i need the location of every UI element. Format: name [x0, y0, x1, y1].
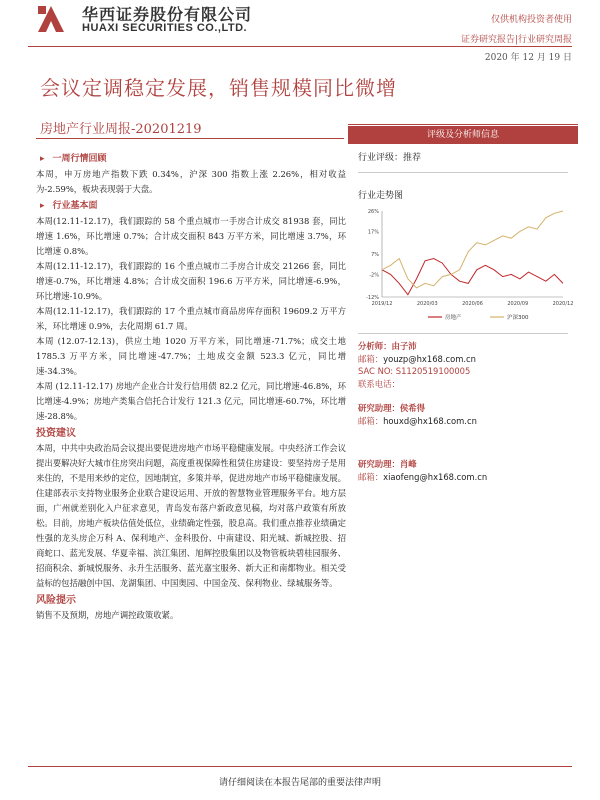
report-date: 2020 年 12 月 19 日 [484, 53, 572, 63]
section-market-review [36, 152, 346, 167]
analyst-1 [358, 340, 573, 390]
sidebar-divider [358, 172, 568, 173]
email-label: 邮箱： [358, 353, 384, 364]
subtitle-divider [36, 138, 344, 139]
fundamentals-paragraph-1: 本周(12.11-12.17)，我们跟踪的 58 个重点城市一手房合计成交 81938 套，同比增速 1.6%，环比增速 0.7%；合计成交面积 843 万平方米，同比增速 3.7%，环比增速 0.8%。 [36, 216, 346, 256]
fundamentals-paragraph-2: 本周(12.11-12.17)，我们跟踪的 16 个重点城市二手房合计成交 21266 套，同比增速-0.7%，环比增速 4.8%；合计成交面积 196.6 万平方米，同比增速-6.9%，环比增速-10.9%。 [36, 261, 346, 301]
sidebar-divider [358, 333, 568, 334]
footer-divider [28, 766, 572, 767]
section-title: 一周行情回顾 [52, 154, 107, 164]
fundamentals-paragraph-5: 本周 (12.11-12.17) 房地产企业合计发行信用债 82.2 亿元，同比增速-46.8%，环比增速-4.9%；房地产类集合信托合计发行 121.3 亿元，同比增速-60.7%，环比增速-28.8%。 [36, 381, 346, 421]
section-title: 行业基本面 [52, 201, 98, 211]
y-tick-label: 26% [367, 209, 379, 215]
legal-notice: 请仔细阅读在本报告尾部的重要法律声明 [218, 778, 381, 788]
assistant-name: 侯希得 [399, 403, 425, 413]
assistant-email[interactable]: xiaofeng@hx168.com.cn [383, 471, 488, 482]
risk-paragraph: 销售不及预期，房地产调控政策收紧。 [36, 610, 179, 620]
report-subtitle: 房地产行业周报-20201219 [40, 122, 202, 137]
legend-label: 沪深300 [507, 315, 529, 321]
page-title: 会议定调稳定发展，销售规模同比微增 [40, 76, 397, 100]
market-review-paragraph: 本周，申万房地产指数下跌 0.34%，沪深 300 指数上涨 2.26%，相对收益为-2.59%，板块表现弱于大盘。 [36, 169, 346, 194]
header-divider [28, 46, 572, 47]
bullet-icon: ▸ [40, 201, 45, 211]
report-type: 证券研究报告|行业研究周报 [460, 35, 572, 45]
assistant-label: 研究助理： [358, 459, 400, 469]
assistant-email[interactable]: houxd@hx168.com.cn [383, 415, 477, 426]
section-risk: 风险提示 [36, 595, 76, 606]
fundamentals-paragraph-4: 本周 (12.07-12.13)，供应土地 1020 万平方米，同比增速-71.7%；成交土地 1785.3 万平方米，同比增速-47.7%；土地成交金额 523.3 亿元，同比增速-34.3%。 [36, 336, 346, 376]
sac-number: SAC NO: S1120519100005 [358, 366, 471, 376]
company-logo [36, 4, 66, 34]
sidebar-top-divider [348, 124, 578, 125]
industry-trend-chart [358, 205, 574, 325]
x-tick-label: 2020/03 [416, 301, 438, 307]
x-tick-label: 2020/12 [552, 301, 574, 307]
sidebar-header: 评级及分析师信息 [348, 126, 578, 144]
investment-advice-paragraph: 本周，中共中央政治局会议提出要促进房地产市场平稳健康发展。中央经济工作会议提出要解决好大城市住房突出问题，高度重视保障性租赁住房建设：要坚持房子是用来住的，不是用来炒的定位，因地制宜，多策并举，促进房地产市场平稳健康发展。住建部表示支持物业服务企业联合建设运用、开放的智慧物业管理服务平台。地方层面，广州就差别化入户征求意见，青岛发布落户新政意见稿，均对落户政策有所放松。目前，房地产板块估值处低位，业绩确定性强，股息高。我们重点推荐业绩确定性强的龙头房企万科 A、保利地产、金科股份、中南建设、阳光城、新城控股、招商蛇口、蓝光发展、华夏幸福、滨江集团、旭辉控股集团以及物管板块碧桂园服务、招商积余、新城悦服务、永升生活服务、蓝光嘉宝服务、新大正和南都物业。相关受益标的包括融创中国、龙湖集团、中国奥园、中国金茂、保利物业、绿城服务等。 [36, 443, 346, 588]
x-tick-label: 2019/12 [371, 301, 393, 307]
y-tick-label: 7% [371, 252, 379, 258]
chart-title: 行业走势图 [358, 191, 404, 201]
section-fundamentals [36, 199, 346, 214]
email-label: 邮箱： [358, 471, 384, 482]
assistant-name: 肖峰 [399, 459, 417, 469]
series-line-property [382, 259, 563, 295]
email-label: 邮箱： [358, 415, 384, 426]
y-tick-label: 17% [367, 229, 379, 236]
x-tick-label: 2020/06 [462, 301, 483, 307]
x-tick-label: 2020/09 [507, 301, 529, 307]
fundamentals-paragraph-3: 本周(12.11-12.17)，我们跟踪的 17 个重点城市商品房库存面积 19609.2 万平方米，环比增速 0.9%，去化周期 61.7 周。 [36, 306, 346, 331]
analyst-email[interactable]: youzp@hx168.com.cn [383, 353, 476, 364]
industry-rating: 行业评级：推荐 [358, 153, 422, 163]
analyst-label: 分析师： [358, 341, 392, 351]
company-name-cn: 华西证券股份有限公司 [82, 5, 253, 24]
report-body [36, 150, 346, 623]
section-investment-advice: 投资建议 [36, 428, 76, 439]
research-assistant-2 [358, 458, 573, 483]
y-tick-label: -2% [369, 272, 379, 279]
company-name-en: HUAXI SECURITIES CO.,LTD. [82, 22, 248, 34]
research-assistant-1 [358, 402, 573, 427]
audience-note: 仅供机构投资者使用 [490, 15, 572, 25]
bullet-icon: ▸ [40, 154, 45, 164]
assistant-label: 研究助理： [358, 403, 400, 413]
analyst-name: 由子沛 [391, 341, 417, 351]
y-tick-label: -12% [366, 295, 379, 301]
legend-label: 房地产 [445, 315, 462, 321]
phone-label: 联系电话： [358, 378, 400, 389]
